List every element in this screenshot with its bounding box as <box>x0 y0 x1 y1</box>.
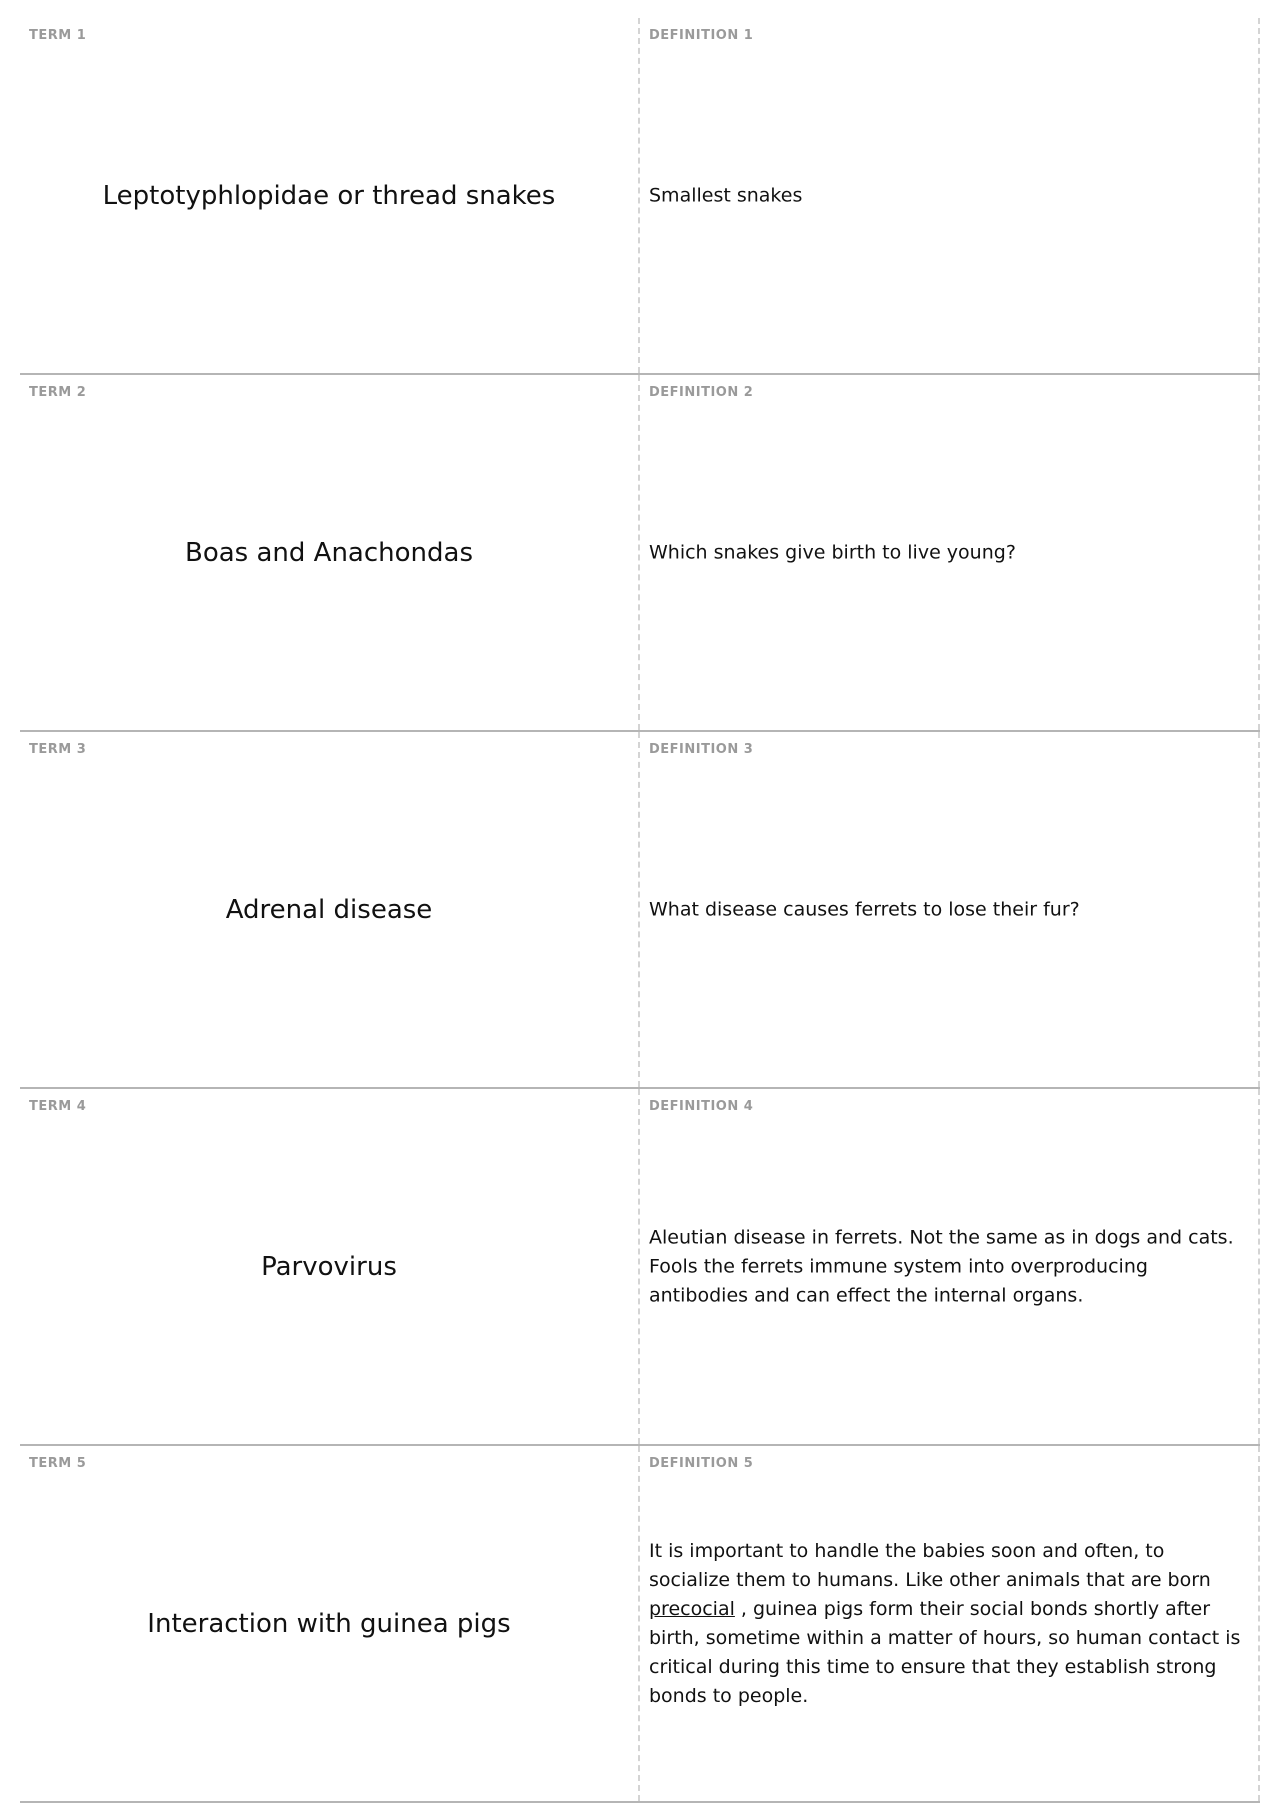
card-row-3 <box>20 732 1260 1089</box>
term-label: TERM 4 <box>29 1099 87 1114</box>
term-text: Parvovirus <box>261 1251 397 1282</box>
definition-text: What disease causes ferrets to lose their fur? <box>649 898 1080 920</box>
term-text: Leptotyphlopidae or thread snakes <box>102 180 556 211</box>
definition-text: Aleutian disease in ferrets. Not the same as in dogs and cats. Fools the ferrets immune system into overproducing antibodies and can effect the internal organs. <box>649 1226 1234 1306</box>
card-row-1 <box>20 18 1260 375</box>
definition-label: DEFINITION 3 <box>649 742 754 757</box>
term-label: TERM 5 <box>29 1456 87 1471</box>
definition-cell <box>640 18 1260 373</box>
term-cell <box>20 1446 640 1801</box>
card-row-2 <box>20 375 1260 732</box>
definition-text: Smallest snakes <box>649 184 803 206</box>
term-cell <box>20 18 640 373</box>
definition-label: DEFINITION 1 <box>649 28 754 43</box>
flashcard-sheet <box>20 18 1260 1803</box>
definition-text: Which snakes give birth to live young? <box>649 541 1016 563</box>
definition-cell <box>640 732 1260 1087</box>
definition-cell <box>640 375 1260 730</box>
term-cell <box>20 732 640 1087</box>
term-cell <box>20 375 640 730</box>
term-label: TERM 3 <box>29 742 87 757</box>
definition-text-part: It is important to handle the babies soon and often, to socialize them to humans. Like other animals that are born <box>649 1539 1211 1591</box>
definition-cell <box>640 1089 1260 1444</box>
definition-label: DEFINITION 5 <box>649 1456 754 1471</box>
term-text: Adrenal disease <box>225 894 433 925</box>
term-text: Interaction with guinea pigs <box>147 1608 511 1639</box>
card-row-5 <box>20 1446 1260 1803</box>
definition-label: DEFINITION 4 <box>649 1099 754 1114</box>
precocial-link[interactable]: precocial <box>649 1597 735 1620</box>
definition-cell <box>640 1446 1260 1801</box>
term-text: Boas and Anachondas <box>184 537 473 568</box>
definition-label: DEFINITION 2 <box>649 385 754 400</box>
card-row-4 <box>20 1089 1260 1446</box>
term-label: TERM 2 <box>29 385 87 400</box>
term-cell <box>20 1089 640 1444</box>
term-label: TERM 1 <box>29 28 87 43</box>
definition-text-part: , guinea pigs form their social bonds shortly after birth, sometime within a matter of hours, so human contact is critical during this time to ensure that they establish strong bonds to people. <box>649 1597 1241 1707</box>
definition-text <box>649 1537 1246 1711</box>
